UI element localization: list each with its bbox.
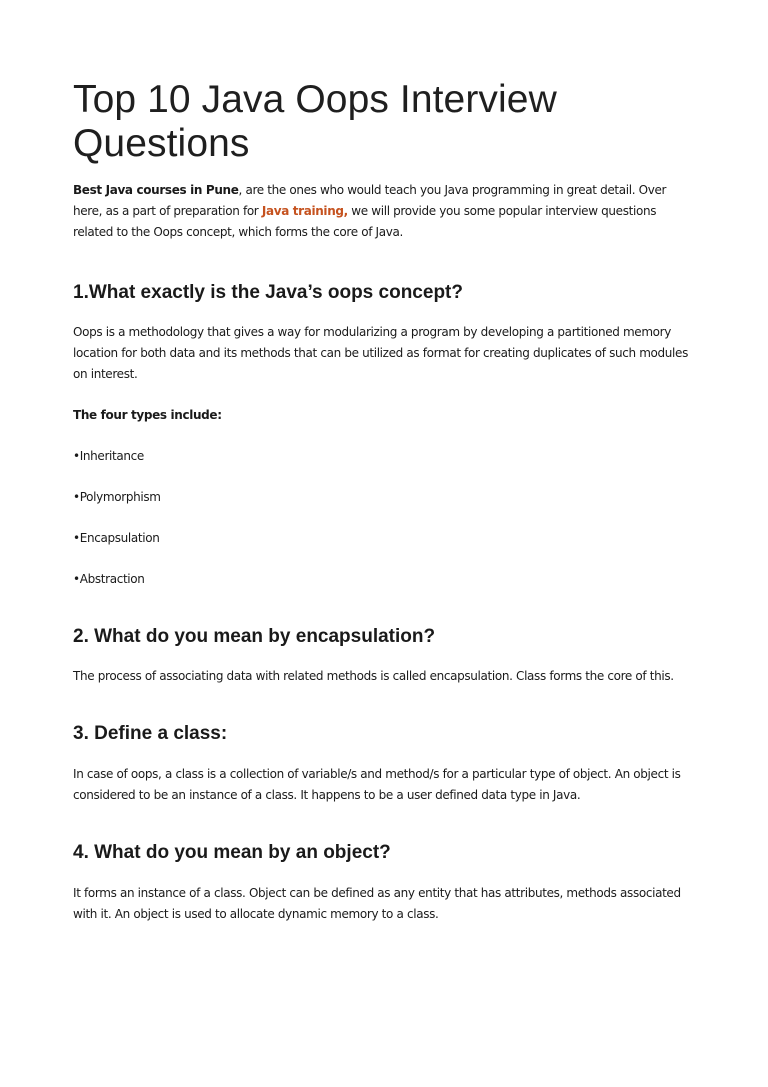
intro-paragraph	[73, 180, 698, 243]
section-1-heading: 1.What exactly is the Java’s oops concept?	[73, 282, 463, 303]
section-2-body: The process of associating data with related methods is called encapsulation. Class forms the core of this.	[73, 669, 674, 683]
page-title: Top 10 Java Oops Interview Questions	[73, 78, 557, 165]
intro-bold-lead: Best Java courses in Pune	[73, 183, 239, 197]
section-4-heading: 4. What do you mean by an object?	[73, 842, 391, 863]
section-2-heading: 2. What do you mean by encapsulation?	[73, 626, 436, 647]
intro-text-1: , are the ones who would teach you Java programming in great detail. Over here, as a part of preparation for	[73, 183, 667, 218]
section-1-body: Oops is a methodology that gives a way for modularizing a program by developing a partitioned memory location for both data and its methods that can be utilized as format for creating duplicates of such modules on interest.	[73, 325, 688, 381]
bullet-abstraction: •Abstraction	[73, 572, 145, 586]
intro-text-2: we will provide you some popular interview questions related to the Oops concept, which forms the core of Java.	[73, 204, 657, 239]
bullet-encapsulation: •Encapsulation	[73, 531, 160, 545]
document-page	[73, 78, 698, 925]
bullet-polymorphism: •Polymorphism	[73, 490, 161, 504]
bullet-inheritance: •Inheritance	[73, 449, 144, 463]
java-training-link[interactable]: Java training,	[261, 204, 348, 218]
section-3-heading: 3. Define a class:	[73, 723, 228, 744]
section-4-body: It forms an instance of a class. Object can be defined as any entity that has attributes, methods associated with it. An object is used to allocate dynamic memory to a class.	[73, 886, 681, 921]
section-3-body: In case of oops, a class is a collection of variable/s and method/s for a particular type of object. An object is considered to be an instance of a class. It happens to be a user defined data type in Java.	[73, 767, 681, 802]
types-list-heading: The four types include:	[73, 408, 222, 422]
